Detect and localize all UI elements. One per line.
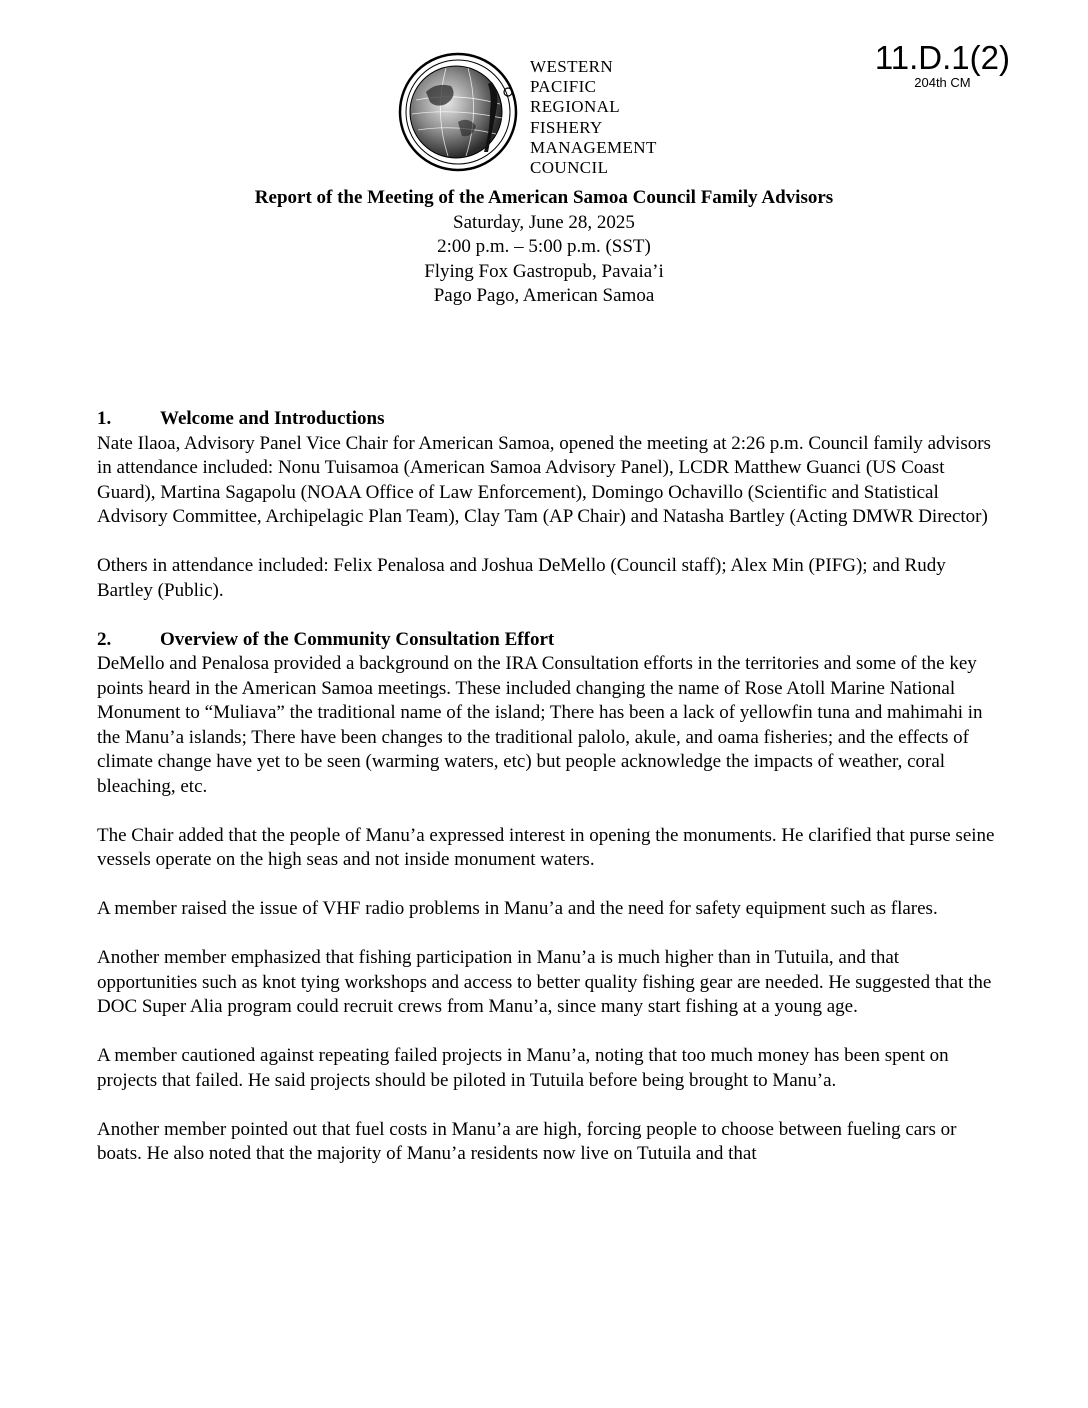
paragraph: Another member emphasized that fishing participation in Manu’a is much higher than in Tutuila, and that opportunities such as knot tying workshops and access to better quality fishing gear are needed. He suggested that the DOC Super Alia program could recruit crews from Manu’a, since many start fishing at a young age. [97,947,992,1017]
report-time: 2:00 p.m. – 5:00 p.m. (SST) [437,236,651,258]
meeting-code: 204th CM [914,75,971,90]
organization-name [530,57,657,178]
section-heading [97,628,997,653]
org-line: PACIFIC [530,77,597,97]
report-date: Saturday, June 28, 2025 [453,211,635,233]
paragraph: Others in attendance included: Felix Penalosa and Joshua DeMello (Council staff); Alex Min (PIFG); and Rudy Bartley (Public). [97,555,946,601]
paragraph: A member cautioned against repeating failed projects in Manu’a, noting that too much money has been spent on projects that failed. He said projects should be piloted in Tutuila before being brought to Manu’a. [97,1045,949,1091]
paragraph: A member raised the issue of VHF radio problems in Manu’a and the need for safety equipment such as flares. [97,898,938,919]
paragraph: Another member pointed out that fuel costs in Manu’a are high, forcing people to choose between fueling cars or boats. He also noted that the majority of Manu’a residents now live on Tutuila and that [97,1118,957,1164]
paragraph: Nate Ilaoa, Advisory Panel Vice Chair for American Samoa, opened the meeting at 2:26 p.m. Council family advisors in attendance included: Nonu Tuisamoa (American Samoa Advisory Panel), LCDR Matthew Guanci (US Coast Guard), Martina Sagapolu (NOAA Office of Law Enforcement), Domingo Ochavillo (Scientific and Statistical Advisory Committee, Archipelagic Plan Team), Clay Tam (AP Chair) and Natasha Bartley (Acting DMWR Director) [97,432,991,527]
org-line: REGIONAL [530,97,621,117]
section-heading [97,407,997,432]
section-title: Overview of the Community Consultation Effort [160,628,555,650]
report-title: Report of the Meeting of the American Samoa Council Family Advisors [254,187,834,208]
section-number: 1. [97,408,112,429]
paragraph: DeMello and Penalosa provided a background on the IRA Consultation efforts in the territories and some of the key points heard in the American Samoa meetings. These included changing the name of Rose Atoll Marine National Monument to “Muliava” the traditional name of the island; There has been a lack of yellowfin tuna and mahimahi in the Manu’a islands; There have been changes to the traditional palolo, akule, and oama fisheries; and the effects of climate change have yet to be seen (warming waters, etc) but people acknowledge the impacts of weather, coral bleaching, etc. [97,653,983,797]
report-header [0,186,1088,309]
report-body [97,407,997,1167]
paragraph: The Chair added that the people of Manu’a expressed interest in opening the monuments. He clarified that purse seine vessels operate on the high seas and not inside monument waters. [97,824,995,870]
org-line: COUNCIL [530,158,609,178]
document-code: 11.D.1(2) [874,39,1010,76]
council-globe-logo [396,52,524,172]
report-location: Pago Pago, American Samoa [433,285,655,307]
org-line: FISHERY [530,117,603,137]
org-line: WESTERN [530,57,614,76]
section-title: Welcome and Introductions [160,408,385,429]
section-number: 2. [97,628,112,650]
report-venue: Flying Fox Gastropub, Pavaia’i [424,260,664,282]
document-code-block [875,40,1010,90]
org-line: MANAGEMENT [530,137,657,157]
